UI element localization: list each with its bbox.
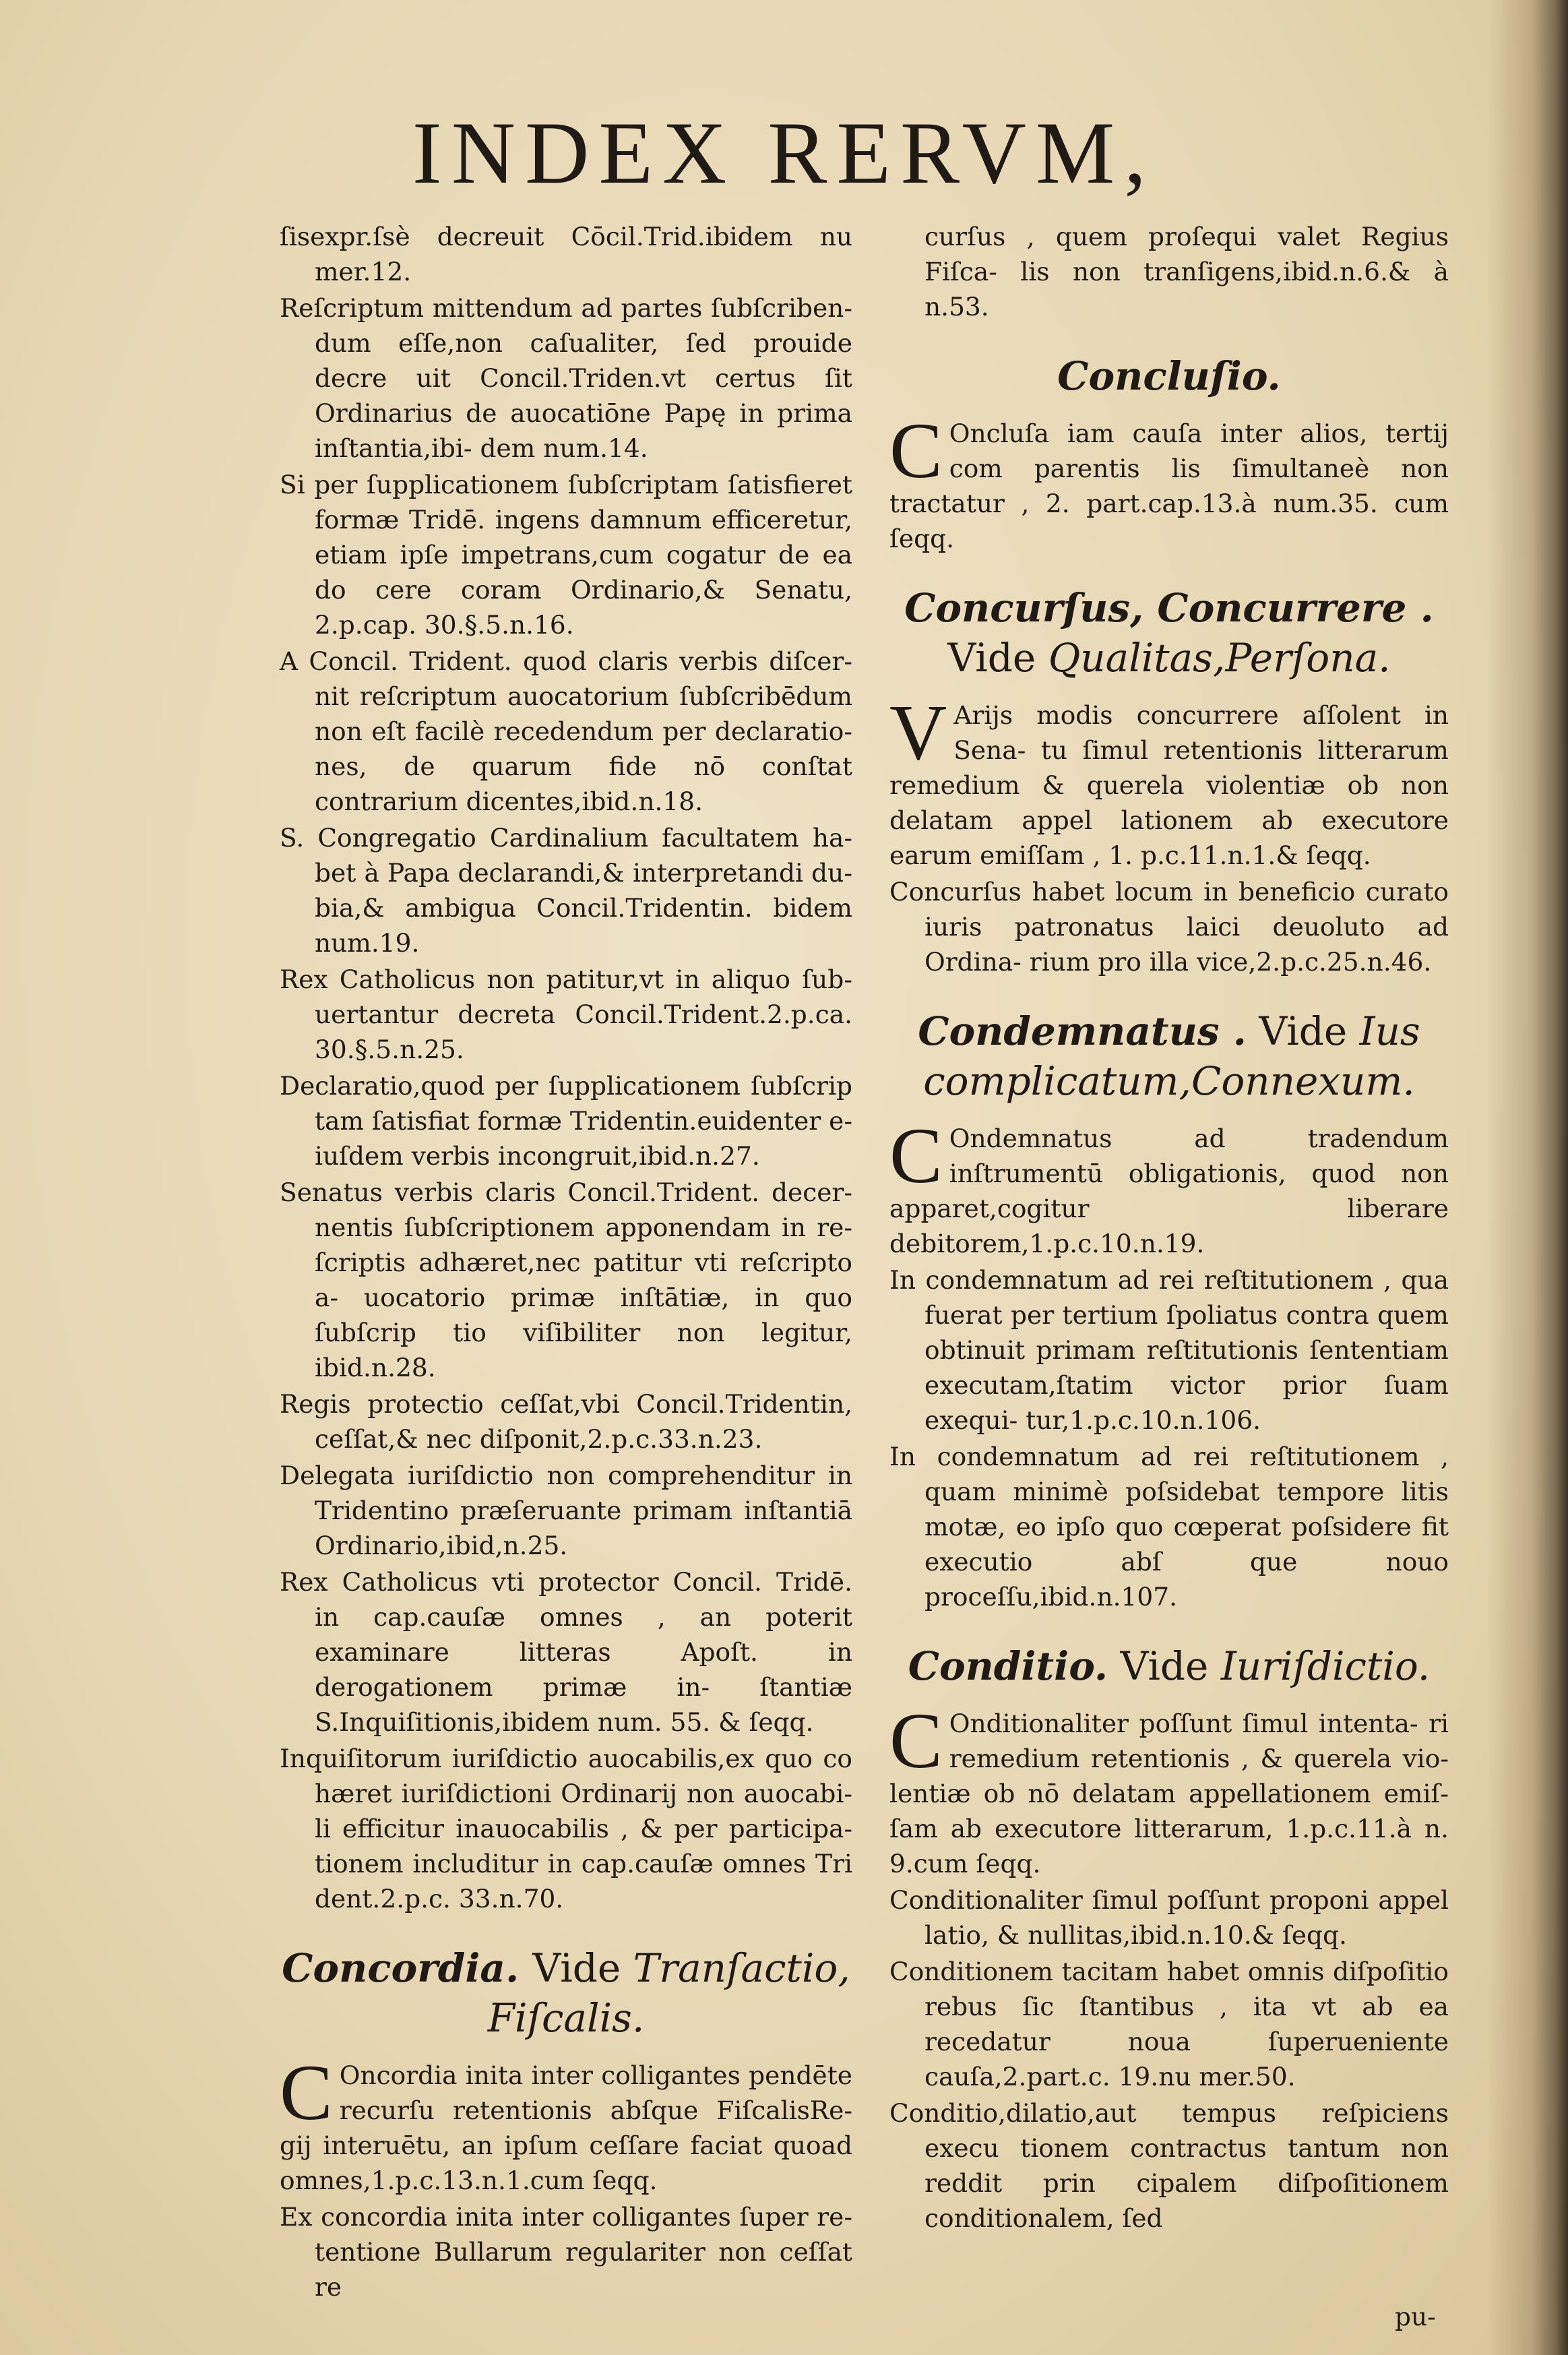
page-header: INDEX RERVM, bbox=[412, 103, 1156, 202]
index-entry: Regis protectio ceſſat,vbi Concil.Tridentin, ceſſat,& nec diſponit,2.p.c.33.n.23. bbox=[280, 1389, 852, 1454]
left-section-entries bbox=[280, 2199, 852, 2304]
index-entry: Senatus verbis claris Concil.Trident. decer- nentis ſubſcriptionem apponendam in re- ſcriptis adhæret,nec patitur vti reſcripto a- uocatorio primæ inſtātiæ, in quo ſubſcrip tio viſibiliter non legitur, ibid.n.28. bbox=[280, 1178, 852, 1382]
index-entry: Conditionaliter ſimul poſſunt proponi appel latio, & nullitas,ibid.n.10.& ſeqq. bbox=[889, 1885, 1449, 1950]
index-entry: A Concil. Trident. quod claris verbis diſcer- nit reſcriptum auocatorium ſubſcribēdum non eſt facilè recedendum per declaratio- nes, de quarum fide nō conſtat contrarium dicentes,ibid.n.18. bbox=[280, 646, 852, 816]
section-heading-ref: Ius complicatum,Connexum. bbox=[923, 1008, 1420, 1104]
drop-cap: V bbox=[889, 688, 947, 776]
section-lead-text: Onditionaliter poſſunt ſimul intenta- ri remedium retentionis , & querela vio- lentiæ ob nō delatam appellationem emiſ- ſam ab executore litterarum, 1.p.c.11.à n. 9.cum ſeqq. bbox=[889, 1709, 1449, 1878]
section-heading-ref: Tranſactio, Fiſcalis. bbox=[487, 1945, 850, 2041]
index-entry: Conditionem tacitam habet omnis diſpoſitio rebus ſic ſtantibus , ita vt ab ea recedatur noua ſuperueniente cauſa,2.part.c. 19.nu mer.50. bbox=[889, 1957, 1449, 2091]
index-entry: ſisexpr.ſsè decreuit Cōcil.Trid.ibidem nu mer.12. bbox=[280, 222, 852, 286]
drop-cap: C bbox=[889, 1111, 943, 1200]
section-heading-term: Conditio. bbox=[908, 1643, 1108, 1689]
index-entry: Ex concordia inita inter colligantes ſuper re- tentione Bullarum regulariter non ceſſat re bbox=[280, 2202, 852, 2302]
section-heading-ref: Qualitas,Perſona. bbox=[1048, 635, 1391, 681]
section-heading bbox=[889, 1641, 1449, 1691]
index-entry: Rex Catholicus non patitur,vt in aliquo ſub- uertantur decreta Concil.Trident.2.p.ca. 30.§.5.n.25. bbox=[280, 965, 852, 1064]
index-entry: S. Congregatio Cardinalium facultatem ha- bet à Papa declarandi,& interpretandi du- bia,& ambigua Concil.Tridentin. bidem num.19. bbox=[280, 823, 852, 958]
section-heading-ref: Iuriſdictio. bbox=[1220, 1643, 1431, 1689]
right-column bbox=[889, 219, 1449, 2237]
right-sections bbox=[889, 351, 1449, 2236]
section-heading bbox=[280, 1943, 852, 2043]
page-gutter-shadow bbox=[1487, 0, 1568, 2355]
drop-cap: C bbox=[889, 406, 943, 495]
section-heading bbox=[889, 1006, 1449, 1106]
section-lead-text: Arijs modis concurrere aſſolent in Sena- tu ſimul retentionis litterarum remedium & querela violentiæ ob non delatam appel lationem ab executore earum emiſſam , 1. p.c.11.n.1.& ſeqq. bbox=[889, 700, 1449, 870]
index-entry: In condemnatum ad rei reſtitutionem , quam minimè poſsidebat tempore litis motæ, eo ipſo quo cœperat poſsidere fit executio abſ que nouo proceſſu,ibid.n.107. bbox=[889, 1442, 1449, 1612]
continued-entry: curſus , quem proſequi valet Regius Fiſca- lis non tranſigens,ibid.n.6.& à n.53. bbox=[924, 222, 1449, 322]
section-lead-entry bbox=[889, 1111, 1449, 1261]
section-heading-vide: Vide bbox=[1246, 1008, 1360, 1054]
section-lead-text: Oncordia inita inter colligantes pendēte recurſu retentionis abſque FiſcalisRe- gij interuētu, an ipſum ceſſare faciat quoad omnes,1.p.c.13.n.1.cum ſeqq. bbox=[280, 2060, 852, 2195]
left-column bbox=[280, 219, 852, 2306]
index-entry: Delegata iuriſdictio non comprehenditur in Tridentino præſeruante primam inſtantiā Ordinario,ibid,n.25. bbox=[280, 1461, 852, 1560]
index-entry: Conditio,dilatio,aut tempus reſpiciens execu tionem contractus tantum non reddit prin cipalem diſpoſitionem conditionalem, ſed bbox=[889, 2098, 1449, 2233]
index-entry: Si per ſupplicationem ſubſcriptam ſatisfieret formæ Tridē. ingens damnum efficeretur, etiam ipſe impetrans,cum cogatur de ea do cere coram Ordinario,& Senatu, 2.p.cap. 30.§.5.n.16. bbox=[280, 470, 852, 640]
section-heading-vide: Vide bbox=[532, 1945, 633, 1991]
index-entry: Inquiſitorum iuriſdictio auocabilis,ex quo co hæret iuriſdictioni Ordinarij non auocabi- li efficitur inauocabilis , & per participa- tionem includitur in cap.cauſæ omnes Tri dent.2.p.c. 33.n.70. bbox=[280, 1744, 852, 1914]
section-lead-entry bbox=[889, 1696, 1449, 1881]
index-entry: Rex Catholicus vti protector Concil. Tridē. in cap.cauſæ omnes , an poterit examinare litteras Apoſt. in derogationem primæ in- ſtantiæ S.Inquiſitionis,ibidem num. 55. & ſeqq. bbox=[280, 1567, 852, 1737]
section-heading bbox=[889, 583, 1449, 683]
section-heading-term: Concluſio. bbox=[1057, 353, 1281, 399]
index-entry: Reſcriptum mittendum ad partes ſubſcriben- dum eſſe,non caſualiter, ſed prouide decre uit Concil.Triden.vt certus ſit Ordinarius de auocatiōne Papę in prima inſtantia,ibi- dem num.14. bbox=[280, 293, 852, 463]
index-entry: Concurſus habet locum in beneficio curato iuris patronatus laici deuoluto ad Ordina- rium pro illa vice,2.p.c.25.n.46. bbox=[889, 877, 1449, 977]
index-entry: Declaratio,quod per ſupplicationem ſubſcrip tam ſatisfiat formæ Tridentin.euidenter e- iuſdem verbis incongruit,ibid.n.27. bbox=[280, 1071, 852, 1171]
section-heading-term: Condemnatus . bbox=[918, 1008, 1247, 1054]
index-entry: In condemnatum ad rei reſtitutionem , qua fuerat per tertium ſpoliatus contra quem obtinuit primam reſtitutionis ſententiam executam,ſtatim victor prior ſuam exequi- tur,1.p.c.10.n.106. bbox=[889, 1265, 1449, 1435]
section-heading-vide: Vide bbox=[947, 635, 1048, 681]
section-heading-vide: Vide bbox=[1108, 1643, 1221, 1689]
left-entries bbox=[280, 219, 852, 1916]
section-heading bbox=[889, 351, 1449, 401]
drop-cap: C bbox=[280, 2048, 333, 2137]
section-lead-text: Oncluſa iam cauſa inter alios, tertij com parentis lis ſimultaneè non tractatur , 2. part.cap.13.à num.35. cum ſeqq. bbox=[889, 419, 1449, 553]
drop-cap: C bbox=[889, 1696, 943, 1785]
section-lead-entry bbox=[889, 688, 1449, 873]
section-lead-entry bbox=[280, 2048, 852, 2198]
section-heading-term: Concurſus, Concurrere . bbox=[904, 585, 1434, 631]
section-lead-text: Ondemnatus ad tradendum inſtrumentū obligationis, quod non apparet,cogitur liberare debitorem,1.p.c.10.n.19. bbox=[889, 1124, 1449, 1258]
section-lead-entry bbox=[889, 406, 1449, 556]
section-heading-term: Concordia. bbox=[282, 1945, 520, 1991]
catchword: pu- bbox=[1395, 2302, 1436, 2331]
